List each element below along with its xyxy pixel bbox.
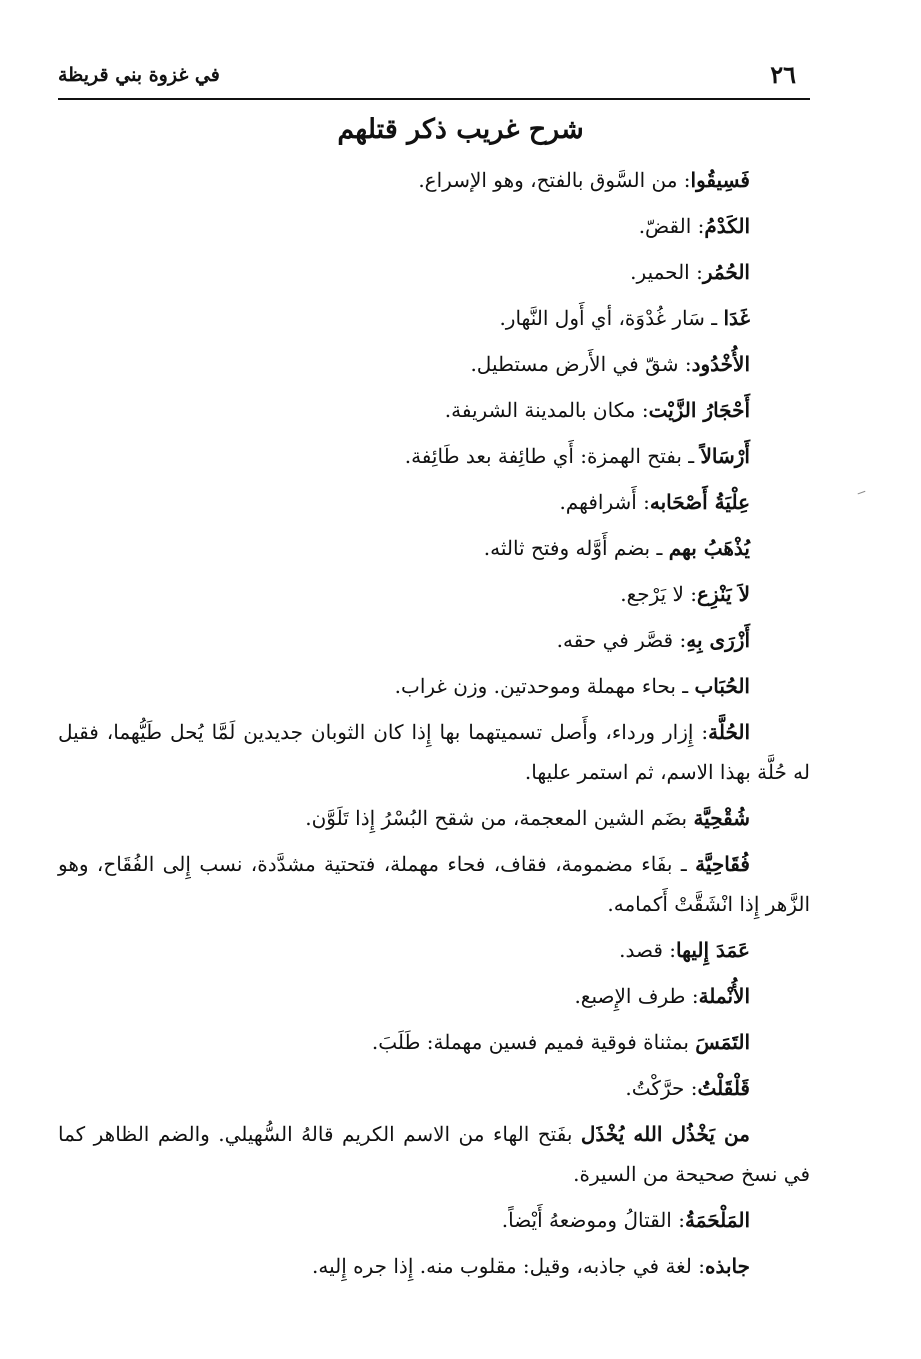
margin-mark — [858, 491, 867, 497]
entry-definition: : إِزار ورداء، وأَصل تسميتهما بها إِذا كان الثوبان جديدين لَمَّا يُحل طَيُّهما، فقيل له حُلَّة بهذا الاسم، ثم استمر عليها. — [58, 720, 810, 784]
glossary-entry — [58, 930, 810, 970]
entry-definition: : حرَّكْتُ. — [625, 1076, 698, 1100]
glossary-entry — [58, 160, 810, 200]
entry-term: يُذْهَبُ بهم — [668, 536, 750, 560]
entry-term: الأُنْملة — [698, 984, 750, 1008]
running-header — [58, 58, 810, 100]
glossary-entry — [58, 574, 810, 614]
entry-term: لاَ يَنْزِع — [697, 582, 750, 606]
entry-definition: : قصد. — [619, 938, 677, 962]
page-number: ٢٦ — [770, 60, 796, 89]
entry-term: غَدَا — [723, 306, 750, 330]
glossary-entry — [58, 666, 810, 706]
entry-term: الحُلَّة — [708, 720, 750, 744]
entry-definition: ـ سَار غُدْوَة، أي أَول النَّهار. — [499, 306, 724, 330]
glossary-entry — [58, 1068, 810, 1108]
entry-term: جابذه — [705, 1254, 750, 1278]
glossary-entry — [58, 844, 810, 924]
glossary-entry — [58, 1114, 810, 1194]
entry-definition: : من السَّوق بالفتح، وهو الإسراع. — [418, 168, 691, 192]
glossary-entry — [58, 1022, 810, 1062]
entry-definition: ـ بفَاء مضمومة، فقاف، فحاء مهملة، فتحتية مشدَّدة، نسب إِلى الفُقَاح، وهو الزَّهر إِذا انْشَقَّتْ أَكمامه. — [58, 852, 810, 916]
entry-definition: ـ بفتح الهمزة: أَي طائِفة بعد طَائِفة. — [404, 444, 701, 468]
glossary-entry — [58, 976, 810, 1016]
entry-definition: : قصَّر في حقه. — [556, 628, 687, 652]
glossary-entry — [58, 712, 810, 792]
glossary-entry — [58, 206, 810, 246]
entry-term: المَلْحَمَةُ — [684, 1208, 750, 1232]
entry-term: أَحْجَارُ الزَّيْت — [648, 398, 750, 422]
entry-definition: بفَتح الهاء من الاسم الكريم قالهُ السُّهيلي. والضم الظاهر كما في نسخ صحيحة من السيرة. — [58, 1122, 810, 1186]
entry-definition: ـ بحاء مهملة وموحدتين. وزن غراب. — [394, 674, 695, 698]
glossary-entry — [58, 390, 810, 430]
glossary-entry — [58, 620, 810, 660]
entry-definition: بضَم الشين المعجمة، من شقح البُسْرُ إِذا تَلَوَّن. — [305, 806, 694, 830]
entry-term: أَزْرَى بِهِ — [686, 628, 750, 652]
entry-definition: ـ بضم أَوَّله وفتح ثالثه. — [483, 536, 669, 560]
entry-definition: : أَشرافهم. — [559, 490, 650, 514]
entry-term: شُقْحِيَّة — [693, 806, 750, 830]
entry-term: من يَخْذُل الله يُخْذَل — [580, 1122, 750, 1146]
running-title: في غزوة بني قريظة — [58, 64, 220, 86]
entry-definition: : القضّ. — [638, 214, 705, 238]
glossary-entry — [58, 1200, 810, 1240]
entry-definition: بمثناة فوقية فميم فسين مهملة: طَلَبَ. — [371, 1030, 696, 1054]
entry-term: فَسِيقُوا — [690, 168, 750, 192]
entry-term: عِلْيَةُ أَصْحَابه — [649, 490, 750, 514]
glossary-entry — [58, 1246, 810, 1286]
glossary-entry — [58, 252, 810, 292]
entry-definition: : القتالُ وموضعهُ أَيْضاً. — [501, 1208, 685, 1232]
glossary-entry — [58, 798, 810, 838]
glossary-body — [58, 160, 810, 1292]
glossary-entry — [58, 528, 810, 568]
entry-term: الحُمُر — [702, 260, 750, 284]
entry-term: التَمَسَ — [695, 1030, 750, 1054]
entry-definition: : لا يَرْجع. — [620, 582, 698, 606]
glossary-entry — [58, 344, 810, 384]
entry-term: أَرْسَالاً — [700, 444, 750, 468]
entry-definition: : لغة في جاذبه، وقيل: مقلوب منه. إِذا جره إِليه. — [312, 1254, 705, 1278]
entry-term: الكَدْمُ — [704, 214, 750, 238]
entry-term: عَمَدَ إِليها — [676, 938, 750, 962]
glossary-entry — [58, 482, 810, 522]
entry-term: فُقَاحِيَّة — [695, 852, 750, 876]
entry-term: قَلْقَلْتُ — [697, 1076, 750, 1100]
entry-term: الأُخْدُود — [691, 352, 750, 376]
section-title: شرح غريب ذكر قتلهم — [337, 114, 584, 145]
glossary-entry — [58, 436, 810, 476]
entry-term: الحُبَاب — [694, 674, 750, 698]
entry-definition: : شقّ في الأَرض مستطيل. — [470, 352, 692, 376]
glossary-entry — [58, 298, 810, 338]
entry-definition: : مكان بالمدينة الشريفة. — [444, 398, 649, 422]
entry-definition: : طرف الإِصبع. — [574, 984, 699, 1008]
entry-definition: : الحمير. — [630, 260, 703, 284]
